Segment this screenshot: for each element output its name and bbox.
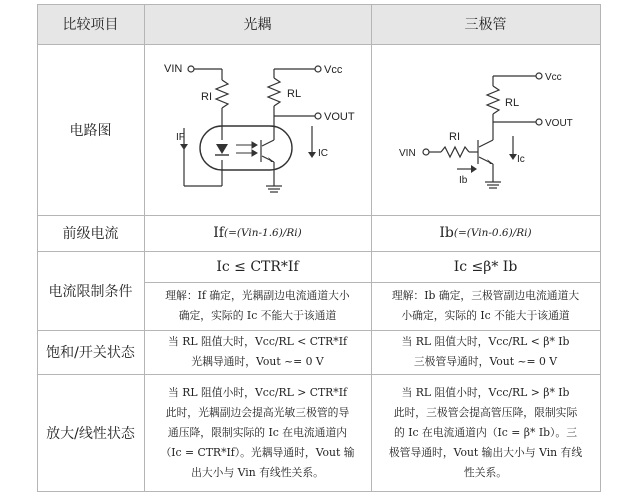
svg-text:VOUT: VOUT xyxy=(545,118,573,129)
svg-text:RI: RI xyxy=(201,91,212,103)
opto-circuit-svg xyxy=(144,44,371,215)
svg-text:Vcc: Vcc xyxy=(545,72,562,83)
header-col2: 光耦 xyxy=(144,4,371,44)
svg-text:VIN: VIN xyxy=(399,148,416,159)
row-label-limit: 电流限制条件 xyxy=(48,283,133,300)
svg-text:RL: RL xyxy=(287,88,302,100)
opto-if-formula: (=(Vin-1.6)/Ri) xyxy=(223,227,302,239)
opto-saturation: 当 RL 阻值大时，Vcc/RL < CTR*If 光耦导通时，Vout ~= 0 V xyxy=(168,335,347,368)
header-col3: 三极管 xyxy=(371,4,600,44)
opto-if-symbol: If xyxy=(213,225,224,241)
svg-text:RL: RL xyxy=(505,97,520,109)
opto-pre-current xyxy=(144,215,371,251)
svg-text:IF: IF xyxy=(176,132,185,143)
row-label-pre-current: 前级电流 xyxy=(62,226,119,242)
opto-limit-formula: Ic ≤ CTR*If xyxy=(216,258,299,275)
svg-text:IC: IC xyxy=(318,148,328,159)
bjt-linear: 当 RL 阻值小时，Vcc/RL > β* Ib 此时，三极管会提高管压降，限制实际 的 Ic 在电流通道内（Ic = β* Ib）。三 极管导通时，Vout 输出大小与 Vin 有线 性关系。 xyxy=(388,385,583,479)
bjt-circuit-diagram xyxy=(371,44,600,215)
bjt-ib-symbol: Ib xyxy=(439,225,454,241)
row-label-saturation: 饱和/开关状态 xyxy=(46,345,135,361)
bjt-circuit-svg xyxy=(371,44,600,215)
svg-text:RI: RI xyxy=(449,131,460,143)
bjt-limit-formula: Ic ≤β* Ib xyxy=(453,258,518,275)
bjt-saturation: 当 RL 阻值大时，Vcc/RL < β* Ib 三极管导通时，Vout ~= 0 V xyxy=(401,335,570,368)
svg-text:Ic: Ic xyxy=(517,154,525,165)
bjt-pre-current xyxy=(371,215,600,251)
opto-linear: 当 RL 阻值小时，Vcc/RL > CTR*If 此时，光耦副边会提高光敏三极管的导 通压降，限制实际的 Ic 在电流通道内 （Ic = CTR*If）。光耦导通时，Vout 输 出大小与 Vin 有线性关系。 xyxy=(160,385,355,479)
header-col1: 比较项目 xyxy=(37,4,144,44)
bjt-ib-formula: (=(Vin-0.6)/Ri) xyxy=(453,227,532,239)
opto-limit-note: 理解：If 确定，光耦副边电流通道大小 确定，实际的 Ic 不能大于该通道 xyxy=(165,289,350,322)
svg-text:Vcc: Vcc xyxy=(324,64,343,76)
bjt-limit-note: 理解：Ib 确定，三极管副边电流通道大 小确定，实际的 Ic 不能大于该通道 xyxy=(391,289,580,322)
svg-text:VOUT: VOUT xyxy=(324,111,355,123)
opto-circuit-diagram xyxy=(144,44,371,215)
row-label-circuit: 电路图 xyxy=(69,122,112,139)
row-label-linear: 放大/线性状态 xyxy=(46,425,135,442)
svg-text:VIN: VIN xyxy=(164,63,183,75)
svg-text:Ib: Ib xyxy=(459,175,468,186)
